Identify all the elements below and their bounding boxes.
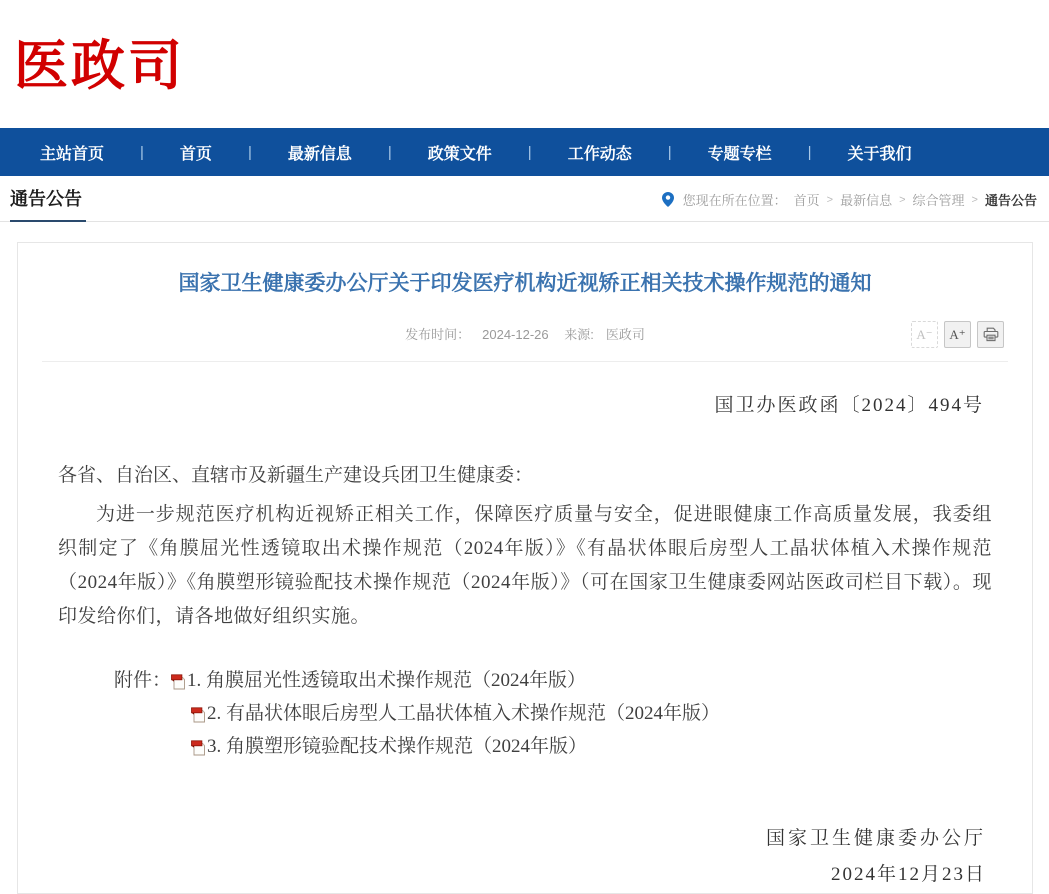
- article-meta: [18, 321, 1032, 349]
- pdf-file-icon: [191, 707, 205, 723]
- publish-time-label: 发布时间：: [405, 327, 471, 342]
- site-logo[interactable]: 医政司: [14, 36, 185, 96]
- body-paragraph: 为进一步规范医疗机构近视矫正相关工作，保障医疗质量与安全，促进眼健康工作高质量发展，我委组织制定了《角膜屈光性透镜取出术操作规范（2024年版）》《有晶状体眼后房型人工晶状体植入术操作规范（2024年版）》《角膜塑形镜验配技术操作规范（2024年版）》（可在国家卫生健康委网站医政司栏目下载）。现印发给你们，请各地做好组织实施。: [58, 504, 992, 627]
- document-number: 国卫办医政函〔2024〕494号: [714, 395, 984, 416]
- breadcrumb-separator: >: [971, 193, 978, 206]
- breadcrumb: [662, 190, 1037, 221]
- attachment-row: [191, 697, 992, 730]
- attachments-label: 附件：: [114, 670, 172, 691]
- nav-separator: |: [807, 143, 812, 161]
- breadcrumb-strip: [0, 176, 1049, 222]
- source-value: 医政司: [605, 327, 645, 342]
- article-toolbar: [911, 321, 1004, 348]
- attachment-row: [191, 730, 992, 763]
- salutation: 各省、自治区、直辖市及新疆生产建设兵团卫生健康委：: [58, 465, 534, 486]
- breadcrumb-item-general-management[interactable]: 综合管理: [912, 193, 965, 208]
- nav-item-latest-news[interactable]: 最新信息: [287, 145, 352, 163]
- nav-separator: |: [527, 143, 532, 161]
- pdf-file-icon: [171, 674, 185, 690]
- breadcrumb-item-latest-news[interactable]: 最新信息: [840, 193, 893, 208]
- site-header: [0, 0, 1049, 128]
- article-container: [17, 242, 1033, 894]
- section-title: 通告公告: [10, 185, 86, 222]
- nav-item-about-us[interactable]: 关于我们: [847, 145, 912, 163]
- attachment-text: 3. 角膜塑形镜验配技术操作规范（2024年版）: [207, 736, 588, 757]
- attachment-text: 1. 角膜屈光性透镜取出术操作规范（2024年版）: [187, 670, 587, 691]
- signature-date: 2024年12月23日: [830, 864, 986, 885]
- signature-block: [18, 821, 1032, 893]
- breadcrumb-label: 您现在所在位置：: [682, 193, 787, 208]
- article-title: 国家卫生健康委办公厅关于印发医疗机构近视矫正相关技术操作规范的通知: [178, 272, 872, 295]
- nav-item-special-topics[interactable]: 专题专栏: [707, 145, 772, 163]
- breadcrumb-current[interactable]: 通告公告: [984, 193, 1037, 208]
- nav-separator: |: [667, 143, 672, 161]
- source-label: 来源:: [564, 327, 594, 342]
- nav-separator: |: [387, 143, 392, 161]
- document-body: [18, 362, 1032, 893]
- printer-icon: [983, 327, 999, 342]
- attachments-section: [18, 634, 1032, 763]
- attachment-link-2[interactable]: [191, 697, 720, 730]
- nav-item-main-home[interactable]: 主站首页: [40, 145, 105, 163]
- attachment-text: 2. 有晶状体眼后房型人工晶状体植入术操作规范（2024年版）: [207, 703, 721, 724]
- article-meta-row: [18, 321, 1032, 351]
- font-increase-button[interactable]: A⁺: [944, 321, 971, 348]
- breadcrumb-separator: >: [826, 193, 834, 206]
- nav-item-policy-documents[interactable]: 政策文件: [427, 145, 492, 163]
- nav-separator: |: [247, 143, 252, 161]
- main-nav: [0, 128, 1049, 176]
- attachment-link-1[interactable]: [171, 664, 586, 697]
- breadcrumb-separator: >: [899, 193, 906, 206]
- attachment-row: [114, 664, 992, 697]
- nav-item-work-trends[interactable]: 工作动态: [567, 145, 632, 163]
- publish-time-value: 2024-12-26: [482, 327, 549, 342]
- font-decrease-button[interactable]: A⁻: [911, 321, 938, 348]
- attachment-link-3[interactable]: [191, 730, 587, 763]
- pdf-file-icon: [191, 740, 205, 756]
- print-button[interactable]: [977, 321, 1004, 348]
- location-pin-icon: [662, 192, 674, 207]
- nav-item-home[interactable]: 首页: [179, 145, 212, 163]
- breadcrumb-item-home[interactable]: 首页: [793, 193, 820, 208]
- nav-separator: |: [140, 143, 144, 161]
- signature-organization: 国家卫生健康委办公厅: [765, 828, 986, 849]
